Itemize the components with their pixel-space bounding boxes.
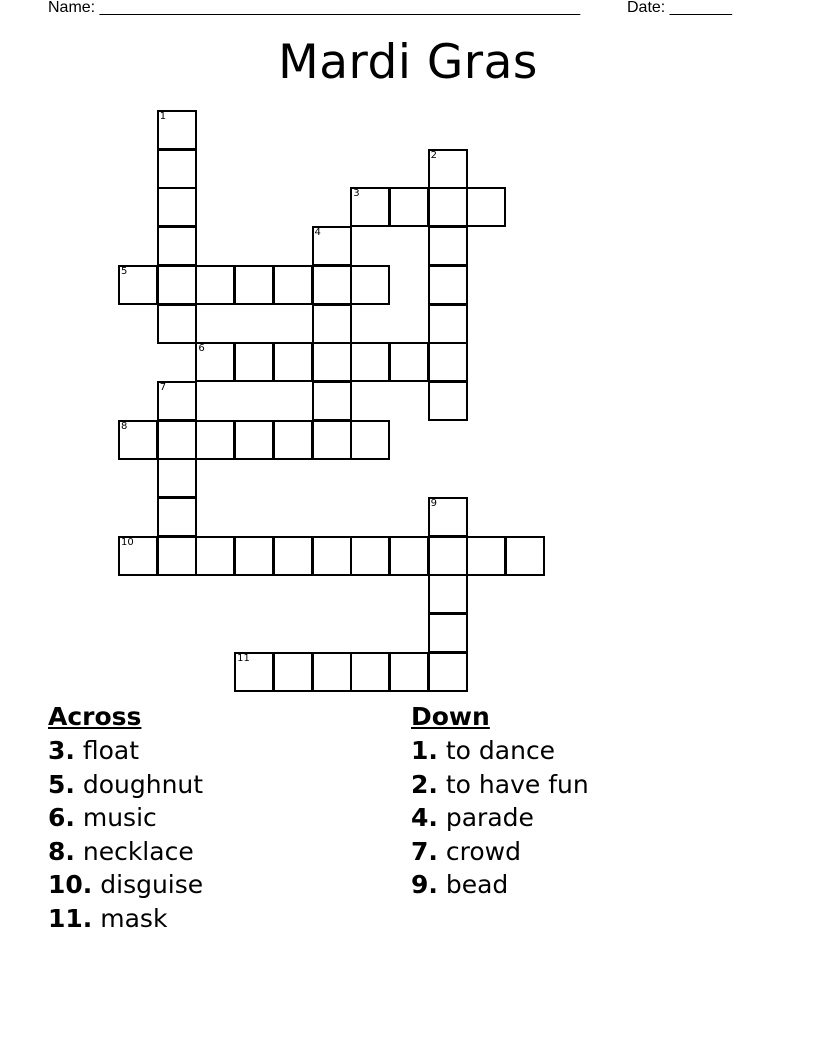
cell-number: 4	[314, 227, 321, 239]
clue-text: necklace	[82, 836, 194, 866]
clue-down-item	[411, 734, 771, 768]
grid-cell[interactable]	[273, 652, 313, 692]
clue-down-item	[411, 835, 771, 869]
grid-cell[interactable]	[428, 304, 468, 344]
grid-cell[interactable]	[428, 497, 468, 537]
grid-cell[interactable]	[312, 226, 352, 266]
cell-number: 6	[198, 343, 205, 355]
clue-text: mask	[100, 903, 168, 933]
cell-number: 7	[159, 381, 167, 393]
clue-across-item	[48, 835, 378, 869]
clue-number: 9.	[411, 870, 438, 899]
grid-cell[interactable]	[389, 652, 429, 692]
cell-number: 8	[121, 420, 128, 432]
grid-cell[interactable]	[505, 536, 545, 576]
grid-cell[interactable]	[234, 420, 274, 460]
puzzle-title: Mardi Gras	[278, 35, 538, 90]
grid-cell[interactable]	[428, 265, 468, 305]
grid-cell[interactable]	[234, 652, 274, 692]
cell-number: 10	[121, 536, 134, 548]
cell-number: 11	[237, 652, 250, 664]
grid-cell[interactable]	[195, 265, 235, 305]
clue-text: crowd	[445, 836, 521, 866]
clue-number: 8.	[48, 836, 75, 866]
grid-cell[interactable]	[350, 420, 390, 460]
grid-cell[interactable]	[157, 265, 197, 305]
name-field-label: Name: ______________________________________________________	[48, 0, 581, 16]
grid-cell[interactable]	[157, 381, 197, 421]
cell-number: 3	[353, 188, 360, 200]
clue-text: bead	[445, 870, 509, 899]
clue-text: disguise	[100, 870, 204, 899]
grid-cell[interactable]	[428, 149, 468, 189]
grid-cell[interactable]	[157, 420, 197, 460]
grid-cell[interactable]	[157, 497, 197, 537]
cell-number: 1	[159, 111, 167, 122]
grid-cell[interactable]	[157, 110, 197, 150]
grid-cell[interactable]	[428, 652, 468, 692]
grid-cell[interactable]	[428, 574, 468, 614]
clue-down-item	[411, 868, 771, 902]
cell-number: 5	[121, 265, 128, 277]
grid-cell[interactable]	[428, 381, 468, 421]
grid-cell[interactable]	[428, 226, 468, 266]
clue-across-item	[48, 801, 378, 835]
grid-cell[interactable]	[195, 536, 235, 576]
clue-across-item	[48, 768, 378, 802]
grid-cell[interactable]	[350, 652, 390, 692]
date-field-label: Date: _______	[627, 0, 732, 16]
cell-number: 2	[430, 149, 437, 161]
clue-across-item	[48, 868, 378, 902]
grid-cell[interactable]	[428, 187, 468, 227]
grid-cell[interactable]	[234, 536, 274, 576]
clue-text: doughnut	[82, 769, 204, 799]
clue-number: 10.	[48, 870, 93, 899]
clue-text: to dance	[445, 736, 556, 765]
grid-cell[interactable]	[195, 342, 235, 382]
clue-number: 3.	[48, 736, 75, 765]
clue-down-item	[411, 768, 771, 802]
grid-cell[interactable]	[273, 342, 313, 382]
clue-number: 5.	[48, 769, 75, 799]
grid-cell[interactable]	[428, 613, 468, 653]
grid-cell[interactable]	[312, 420, 352, 460]
grid-cell[interactable]	[118, 265, 158, 305]
grid-cell[interactable]	[428, 342, 468, 382]
clue-across-item	[48, 902, 378, 936]
across-heading: Across	[48, 702, 142, 731]
grid-cell[interactable]	[157, 304, 197, 344]
grid-cell[interactable]	[312, 304, 352, 344]
across-clues	[48, 700, 378, 935]
grid-cell[interactable]	[273, 265, 313, 305]
grid-cell[interactable]	[234, 342, 274, 382]
clue-number: 7.	[411, 836, 438, 866]
grid-cell[interactable]	[350, 187, 390, 227]
grid-cell[interactable]	[273, 536, 313, 576]
grid-cell[interactable]	[389, 536, 429, 576]
grid-cell[interactable]	[118, 420, 158, 460]
grid-cell[interactable]	[428, 536, 468, 576]
grid-cell[interactable]	[312, 342, 352, 382]
grid-cell[interactable]	[118, 536, 158, 576]
grid-cell[interactable]	[389, 342, 429, 382]
grid-cell[interactable]	[312, 652, 352, 692]
grid-cell[interactable]	[312, 536, 352, 576]
grid-cell[interactable]	[466, 187, 506, 227]
clue-text: float	[82, 736, 140, 765]
grid-cell[interactable]	[312, 381, 352, 421]
clue-across-item	[48, 734, 378, 768]
grid-cell[interactable]	[350, 536, 390, 576]
grid-cell[interactable]	[273, 420, 313, 460]
cell-number: 9	[430, 498, 437, 509]
grid-cell[interactable]	[157, 226, 197, 266]
grid-cell[interactable]	[234, 265, 274, 305]
grid-cell[interactable]	[312, 265, 352, 305]
clue-number: 4.	[411, 803, 438, 832]
grid-cell[interactable]	[157, 536, 197, 576]
grid-cell[interactable]	[466, 536, 506, 576]
clue-number: 6.	[48, 803, 75, 832]
clue-number: 11.	[48, 903, 93, 933]
grid-cell[interactable]	[195, 420, 235, 460]
clue-number: 1.	[411, 736, 438, 765]
grid-cell[interactable]	[157, 149, 197, 189]
grid-cell[interactable]	[157, 458, 197, 498]
down-clues	[411, 700, 771, 902]
clue-text: to have fun	[445, 769, 589, 799]
clue-text: music	[82, 803, 157, 832]
clue-down-item	[411, 801, 771, 835]
clue-number: 2.	[411, 769, 438, 799]
grid-cell[interactable]	[389, 187, 429, 227]
grid-cell[interactable]	[350, 342, 390, 382]
clue-text: parade	[445, 803, 534, 832]
grid-cell[interactable]	[350, 265, 390, 305]
down-heading: Down	[411, 702, 490, 731]
grid-cell[interactable]	[157, 187, 197, 227]
